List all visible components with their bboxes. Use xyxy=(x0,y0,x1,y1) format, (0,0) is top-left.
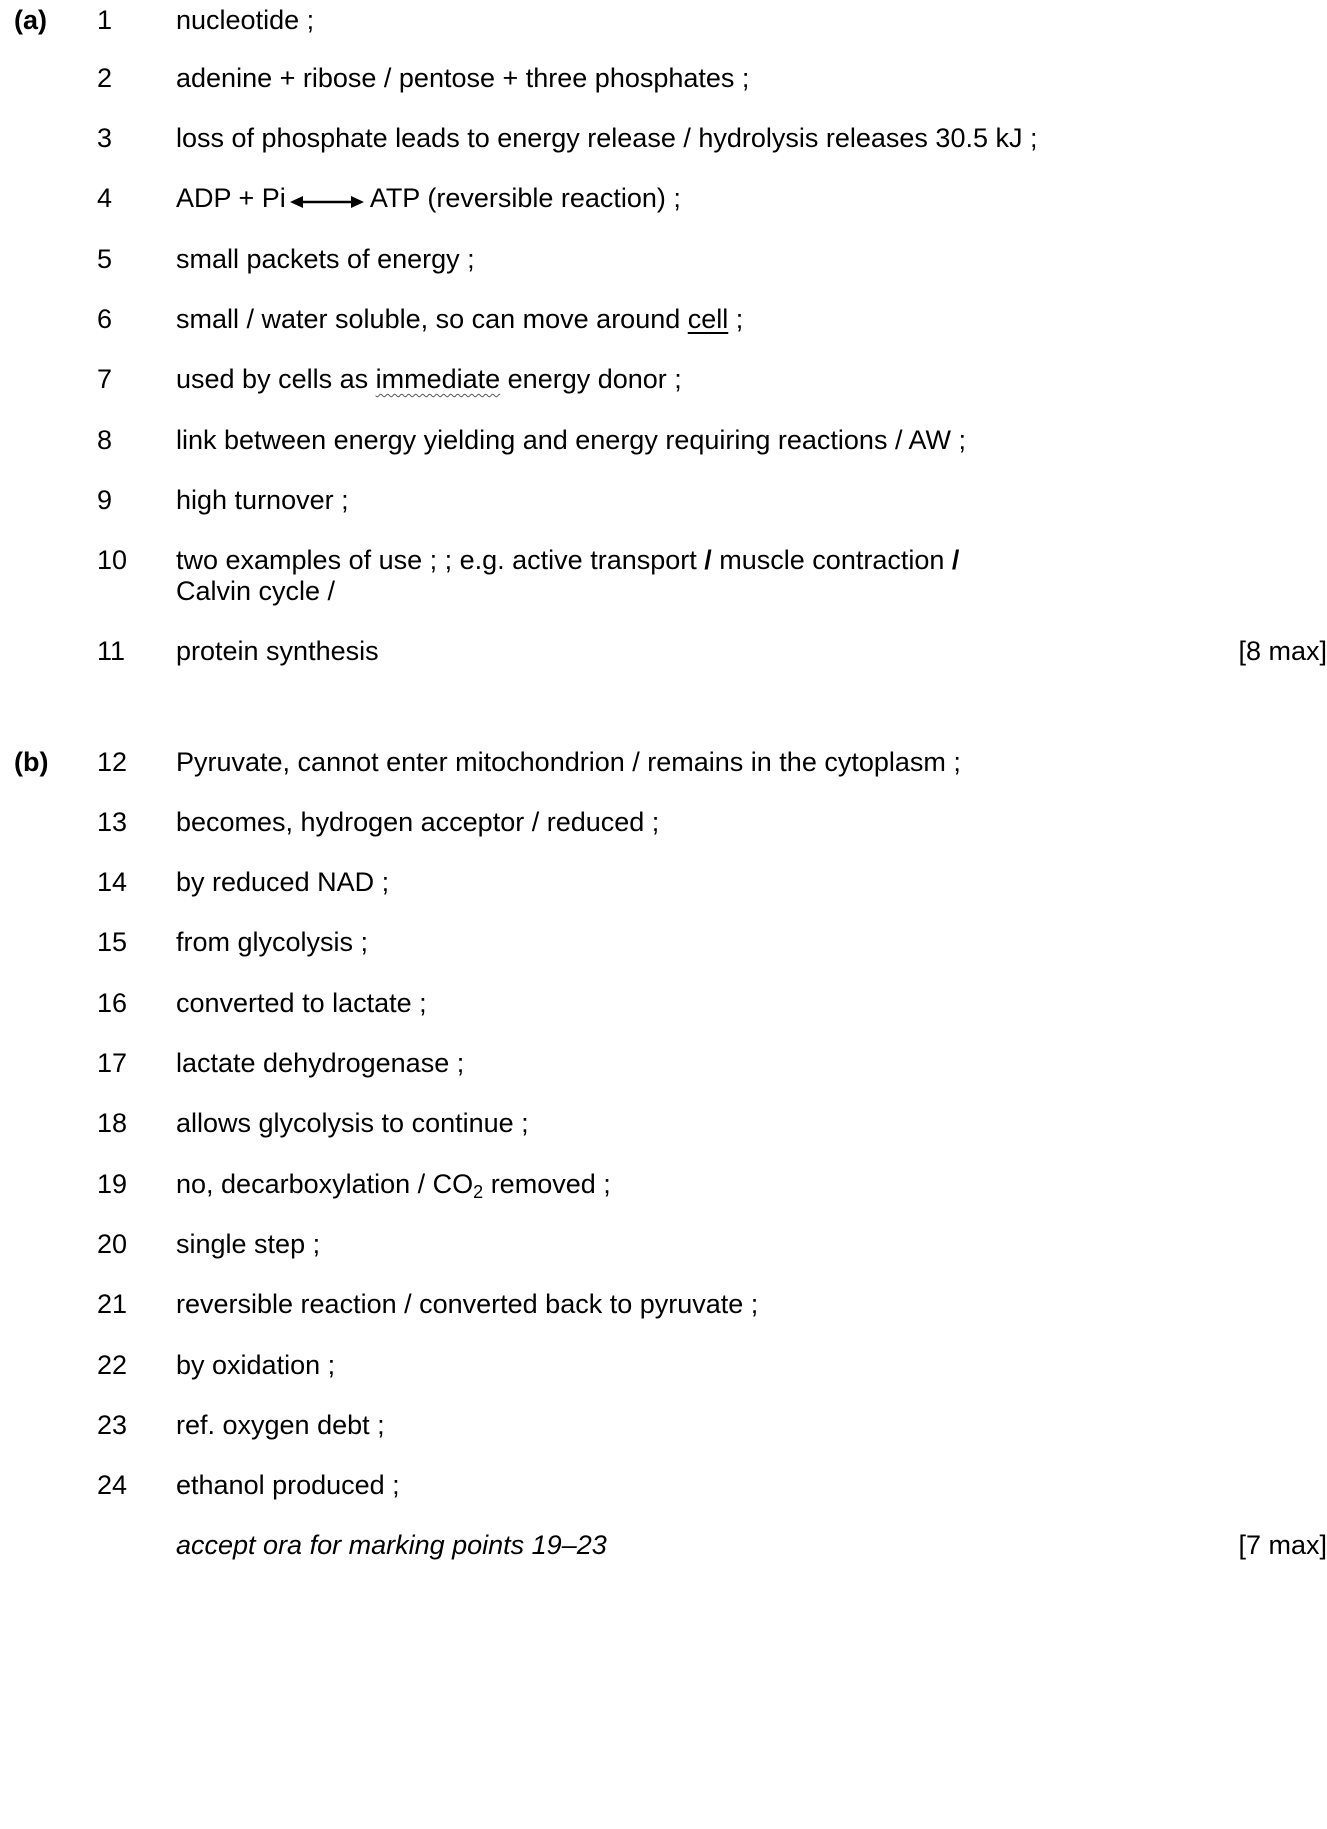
item-row-10-continuation xyxy=(0,575,1327,609)
item-text: converted to lactate ; xyxy=(176,988,427,1018)
item-number: 18 xyxy=(97,1108,128,1138)
item-row-12 xyxy=(0,746,1327,780)
item-row-10 xyxy=(0,544,1327,578)
marks-total-a: [8 max] xyxy=(1238,636,1327,666)
item-text-continuation: Calvin cycle / xyxy=(176,576,336,606)
item-row-17 xyxy=(0,1047,1327,1081)
text-segment: ; xyxy=(728,304,744,334)
item-text: loss of phosphate leads to energy release / hydrolysis releases 30.5 kJ ; xyxy=(176,123,1038,153)
item-row-19 xyxy=(0,1168,1327,1202)
bold-slash: / xyxy=(704,545,712,575)
text-segment: no, decarboxylation / CO xyxy=(176,1169,474,1199)
item-row-24 xyxy=(0,1469,1327,1503)
item-number: 21 xyxy=(97,1289,128,1319)
item-row-8 xyxy=(0,424,1327,458)
item-text: lactate dehydrogenase ; xyxy=(176,1048,465,1078)
item-text: adenine + ribose / pentose + three phosphates ; xyxy=(176,63,750,93)
item-row-6 xyxy=(0,303,1327,337)
text-segment: energy donor ; xyxy=(500,364,682,394)
item-number: 22 xyxy=(97,1350,128,1380)
underlined-word: cell xyxy=(687,304,729,334)
text-segment: used by cells as xyxy=(176,364,376,394)
item-number: 20 xyxy=(97,1229,128,1259)
item-row-22 xyxy=(0,1349,1327,1383)
item-text: allows glycolysis to continue ; xyxy=(176,1108,529,1138)
item-text xyxy=(176,363,682,395)
item-number: 14 xyxy=(97,867,128,897)
item-row-11 xyxy=(0,635,1327,669)
item-row-7 xyxy=(0,363,1327,397)
item-row-9 xyxy=(0,484,1327,518)
item-row-20 xyxy=(0,1228,1327,1262)
item-row-5 xyxy=(0,243,1327,277)
item-number: 1 xyxy=(97,5,113,35)
item-number: 12 xyxy=(97,747,128,777)
item-number: 11 xyxy=(97,636,126,666)
item-row-4 xyxy=(0,182,1327,216)
item-text: by oxidation ; xyxy=(176,1350,336,1380)
item-row-18 xyxy=(0,1107,1327,1141)
wavy-underlined-word: immediate xyxy=(375,364,501,394)
bold-slash: / xyxy=(951,545,960,575)
item-row-3 xyxy=(0,122,1327,156)
item-text xyxy=(176,1168,611,1200)
item-text: Pyruvate, cannot enter mitochondrion / remains in the cytoplasm ; xyxy=(176,747,961,777)
double-headed-arrow-icon xyxy=(290,184,364,216)
item-row-21 xyxy=(0,1288,1327,1322)
item-text: ethanol produced ; xyxy=(176,1470,400,1500)
item-number: 6 xyxy=(97,304,113,334)
item-row-23 xyxy=(0,1409,1327,1443)
marking-note: accept ora for marking points 19–23 xyxy=(176,1530,607,1560)
text-segment: two examples of use ; ; e.g. active transport xyxy=(176,545,705,575)
item-text: protein synthesis xyxy=(176,636,379,666)
item-number: 16 xyxy=(97,988,128,1018)
reaction-left: ADP + Pi xyxy=(176,183,286,213)
item-text: from glycolysis ; xyxy=(176,927,369,957)
item-text: small packets of energy ; xyxy=(176,244,475,274)
item-number: 23 xyxy=(97,1410,128,1440)
item-row-1 xyxy=(0,4,1327,38)
item-number: 2 xyxy=(97,63,113,93)
item-text: nucleotide ; xyxy=(176,5,315,35)
item-text: single step ; xyxy=(176,1229,321,1259)
item-number: 13 xyxy=(97,807,128,837)
item-row-16 xyxy=(0,987,1327,1021)
item-row-14 xyxy=(0,866,1327,900)
item-row-2 xyxy=(0,62,1327,96)
item-text: high turnover ; xyxy=(176,485,349,515)
item-text xyxy=(176,182,681,216)
item-number: 5 xyxy=(97,244,113,274)
item-number: 19 xyxy=(97,1169,128,1199)
part-label-b: (b) xyxy=(14,747,49,777)
item-number: 9 xyxy=(97,485,113,515)
item-text xyxy=(176,544,959,576)
marks-total-b: [7 max] xyxy=(1238,1530,1327,1560)
item-number: 4 xyxy=(97,183,113,213)
reaction-right: ATP (reversible reaction) ; xyxy=(369,183,681,213)
item-number: 17 xyxy=(97,1048,128,1078)
item-number: 15 xyxy=(97,927,128,957)
item-number: 10 xyxy=(97,545,128,575)
text-segment: muscle contraction xyxy=(711,545,952,575)
item-number: 24 xyxy=(97,1470,128,1500)
item-text: link between energy yielding and energy requiring reactions / AW ; xyxy=(176,425,966,455)
text-segment: removed ; xyxy=(483,1169,611,1199)
note-row xyxy=(0,1529,1327,1563)
subscript: 2 xyxy=(473,1182,484,1202)
text-segment: small / water soluble, so can move around xyxy=(176,304,688,334)
item-number: 7 xyxy=(97,364,113,394)
item-row-13 xyxy=(0,806,1327,840)
item-text: ref. oxygen debt ; xyxy=(176,1410,385,1440)
item-text: becomes, hydrogen acceptor / reduced ; xyxy=(176,807,660,837)
item-text xyxy=(176,303,743,335)
item-number: 3 xyxy=(97,123,113,153)
part-label-a: (a) xyxy=(14,5,47,35)
item-text: by reduced NAD ; xyxy=(176,867,390,897)
item-text: reversible reaction / converted back to pyruvate ; xyxy=(176,1289,759,1319)
item-row-15 xyxy=(0,926,1327,960)
item-number: 8 xyxy=(97,425,113,455)
